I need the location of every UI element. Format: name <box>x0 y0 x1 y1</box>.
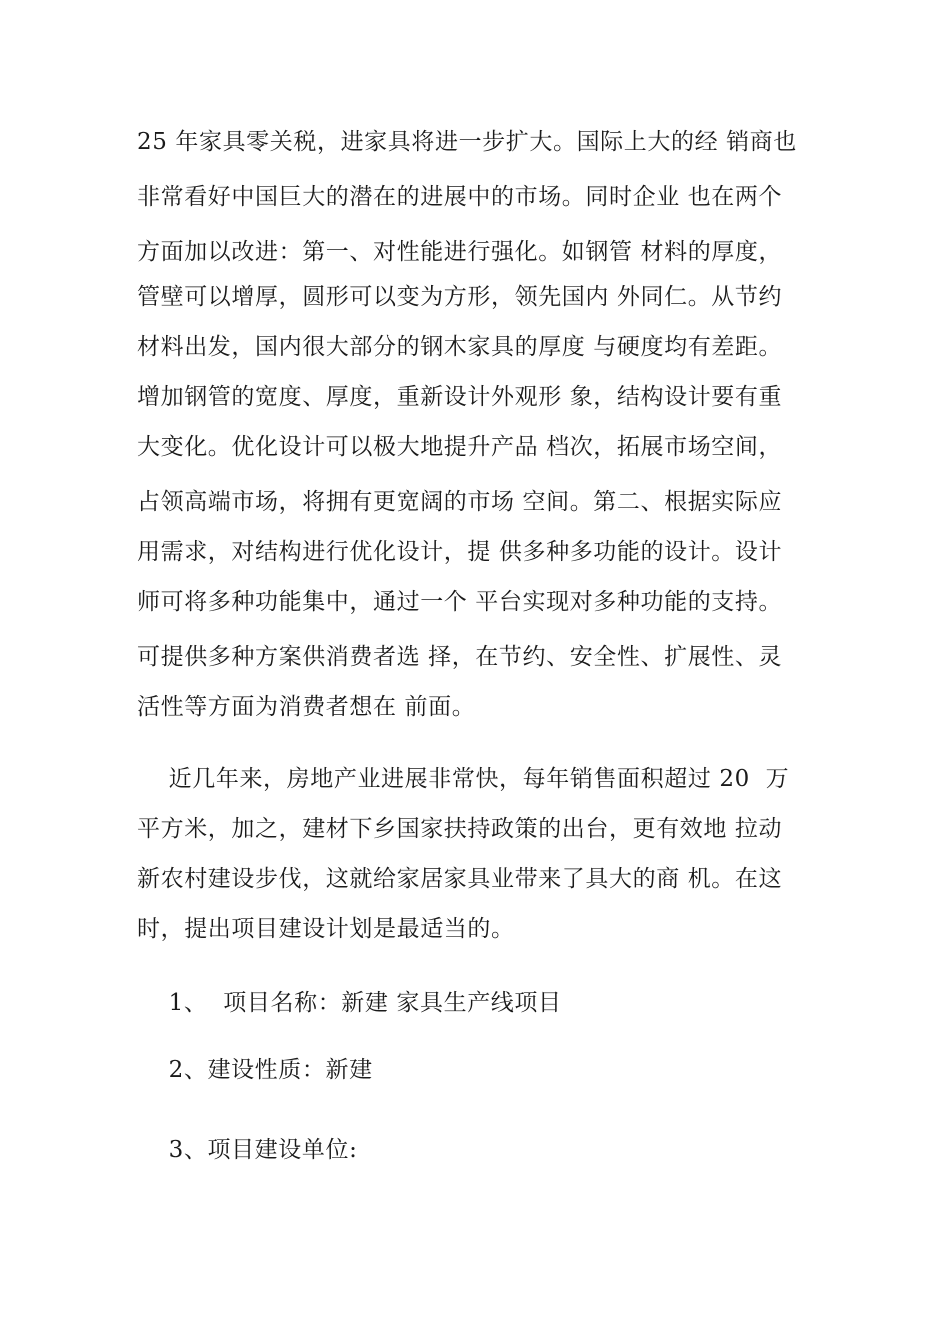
text-line: 方面加以改进：第一、对性能进行强化。如钢管 材料的厚度， <box>137 239 783 265</box>
text-line: 活性等方面为消费者想在 前面。 <box>137 694 476 720</box>
text-line: 非常看好中国巨大的潜在的进展中的市场。同时企业 也在两个 <box>137 184 783 210</box>
text-line: 用需求，对结构进行优化设计，提 供多种多功能的设计。设计 <box>137 539 783 565</box>
text-line: 可提供多种方案供消费者选 择，在节约、安全性、扩展性、灵 <box>137 644 783 670</box>
list-item: 2、建设性质：新建 <box>137 1057 373 1083</box>
list-item: 3、项目建设单位: <box>137 1137 358 1163</box>
text-line: 新农村建设步伐，这就给家居家具业带来了具大的商 机。在这 <box>137 866 783 892</box>
text-line: 管壁可以增厚，圆形可以变为方形，领先国内 外同仁。从节约 <box>137 284 783 310</box>
list-item: 1、 项目名称：新建 家具生产线项目 <box>137 990 562 1016</box>
text-line: 时，提出项目建设计划是最适当的。 <box>137 916 515 942</box>
text-line: 25 年家具零关税，进家具将进一步扩大。国际上大的经 销商也 <box>137 129 797 155</box>
text-line: 平方米，加之，建材下乡国家扶持政策的出台，更有效地 拉动 <box>137 816 783 842</box>
text-line: 占领高端市场，将拥有更宽阔的市场 空间。第二、根据实际应 <box>137 489 783 515</box>
text-line: 近几年来，房地产业进展非常快，每年销售面积超过 20 万 <box>137 766 790 792</box>
text-line: 师可将多种功能集中，通过一个 平台实现对多种功能的支持。 <box>137 589 783 615</box>
text-line: 材料出发，国内很大部分的钢木家具的厚度 与硬度均有差距。 <box>137 334 783 360</box>
text-line: 增加钢管的宽度、厚度，重新设计外观形 象，结构设计要有重 <box>137 384 783 410</box>
text-line: 大变化。优化设计可以极大地提升产品 档次，拓展市场空间， <box>137 434 783 460</box>
